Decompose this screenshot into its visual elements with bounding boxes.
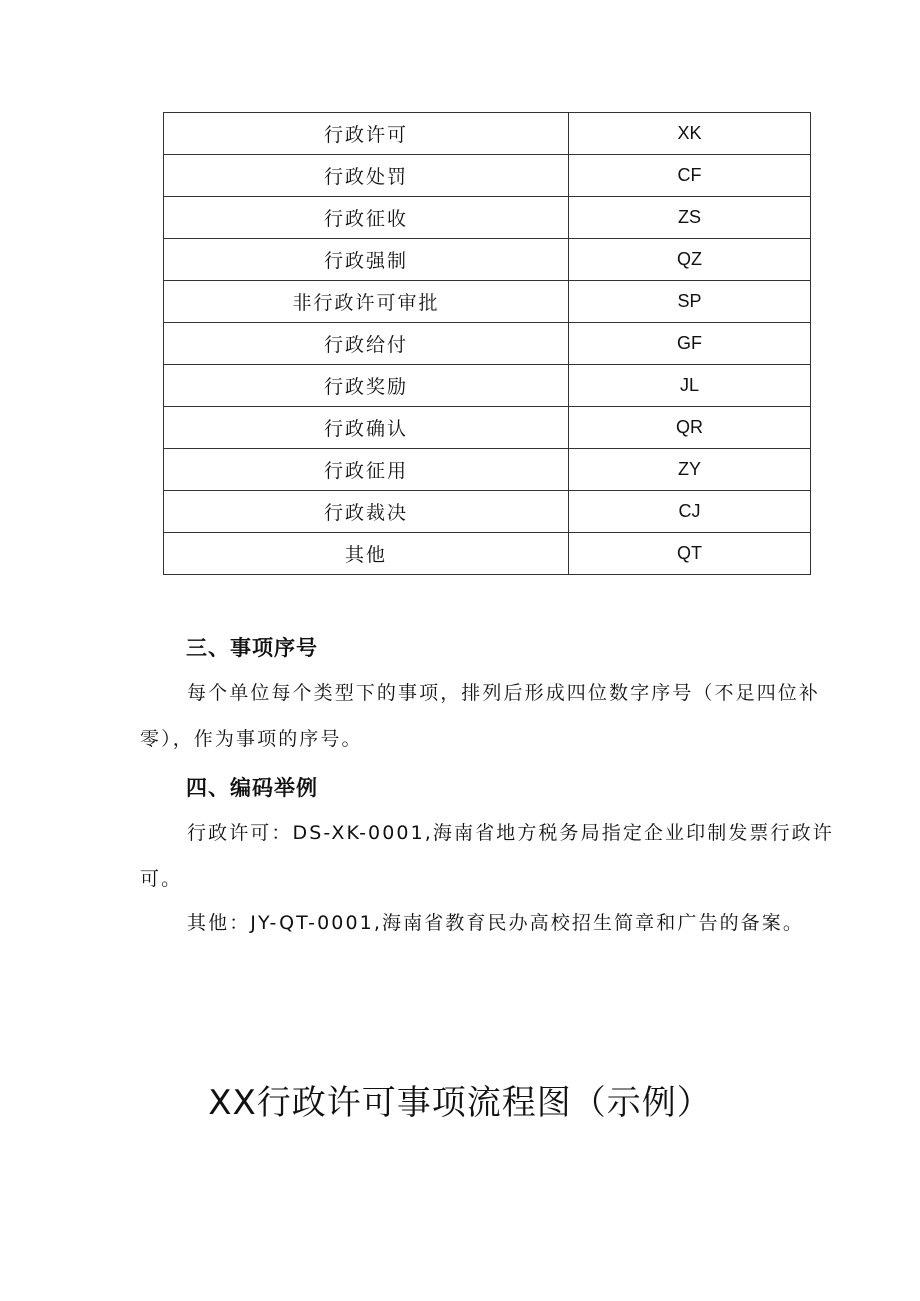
table-row bbox=[164, 281, 811, 323]
code-cell: XK bbox=[569, 113, 811, 155]
table-row bbox=[164, 323, 811, 365]
code-cell: ZS bbox=[569, 197, 811, 239]
code-cell: SP bbox=[569, 281, 811, 323]
code-cell: QT bbox=[569, 533, 811, 575]
type-cell: 行政征用 bbox=[164, 449, 569, 491]
table-row bbox=[164, 239, 811, 281]
table-row bbox=[164, 197, 811, 239]
example-xk-paragraph: 行政许可：DS-XK-0001,海南省地方税务局指定企业印制发票行政许可。 bbox=[140, 822, 834, 890]
type-cell: 行政处罚 bbox=[164, 155, 569, 197]
table-row bbox=[164, 407, 811, 449]
example-qt-paragraph: 其他：JY-QT-0001,海南省教育民办高校招生简章和广告的备案。 bbox=[187, 912, 804, 934]
table-row bbox=[164, 155, 811, 197]
code-cell: CJ bbox=[569, 491, 811, 533]
section3-paragraph: 每个单位每个类型下的事项，排列后形成四位数字序号（不足四位补零），作为事项的序号。 bbox=[140, 682, 821, 750]
type-cell: 非行政许可审批 bbox=[164, 281, 569, 323]
type-code-table bbox=[163, 112, 811, 575]
type-cell: 行政征收 bbox=[164, 197, 569, 239]
type-cell: 行政给付 bbox=[164, 323, 569, 365]
type-cell: 其他 bbox=[164, 533, 569, 575]
type-cell: 行政裁决 bbox=[164, 491, 569, 533]
flowchart-title: XX行政许可事项流程图（示例） bbox=[208, 1083, 712, 1123]
section3-heading: 三、事项序号 bbox=[186, 636, 318, 660]
code-cell: QR bbox=[569, 407, 811, 449]
code-cell: CF bbox=[569, 155, 811, 197]
type-cell: 行政奖励 bbox=[164, 365, 569, 407]
code-cell: JL bbox=[569, 365, 811, 407]
code-cell: ZY bbox=[569, 449, 811, 491]
type-cell: 行政许可 bbox=[164, 113, 569, 155]
code-cell: QZ bbox=[569, 239, 811, 281]
table-row bbox=[164, 449, 811, 491]
type-cell: 行政强制 bbox=[164, 239, 569, 281]
table-row bbox=[164, 365, 811, 407]
table-row bbox=[164, 491, 811, 533]
table-row bbox=[164, 533, 811, 575]
table-row bbox=[164, 113, 811, 155]
type-cell: 行政确认 bbox=[164, 407, 569, 449]
code-cell: GF bbox=[569, 323, 811, 365]
section4-heading: 四、编码举例 bbox=[186, 776, 318, 800]
